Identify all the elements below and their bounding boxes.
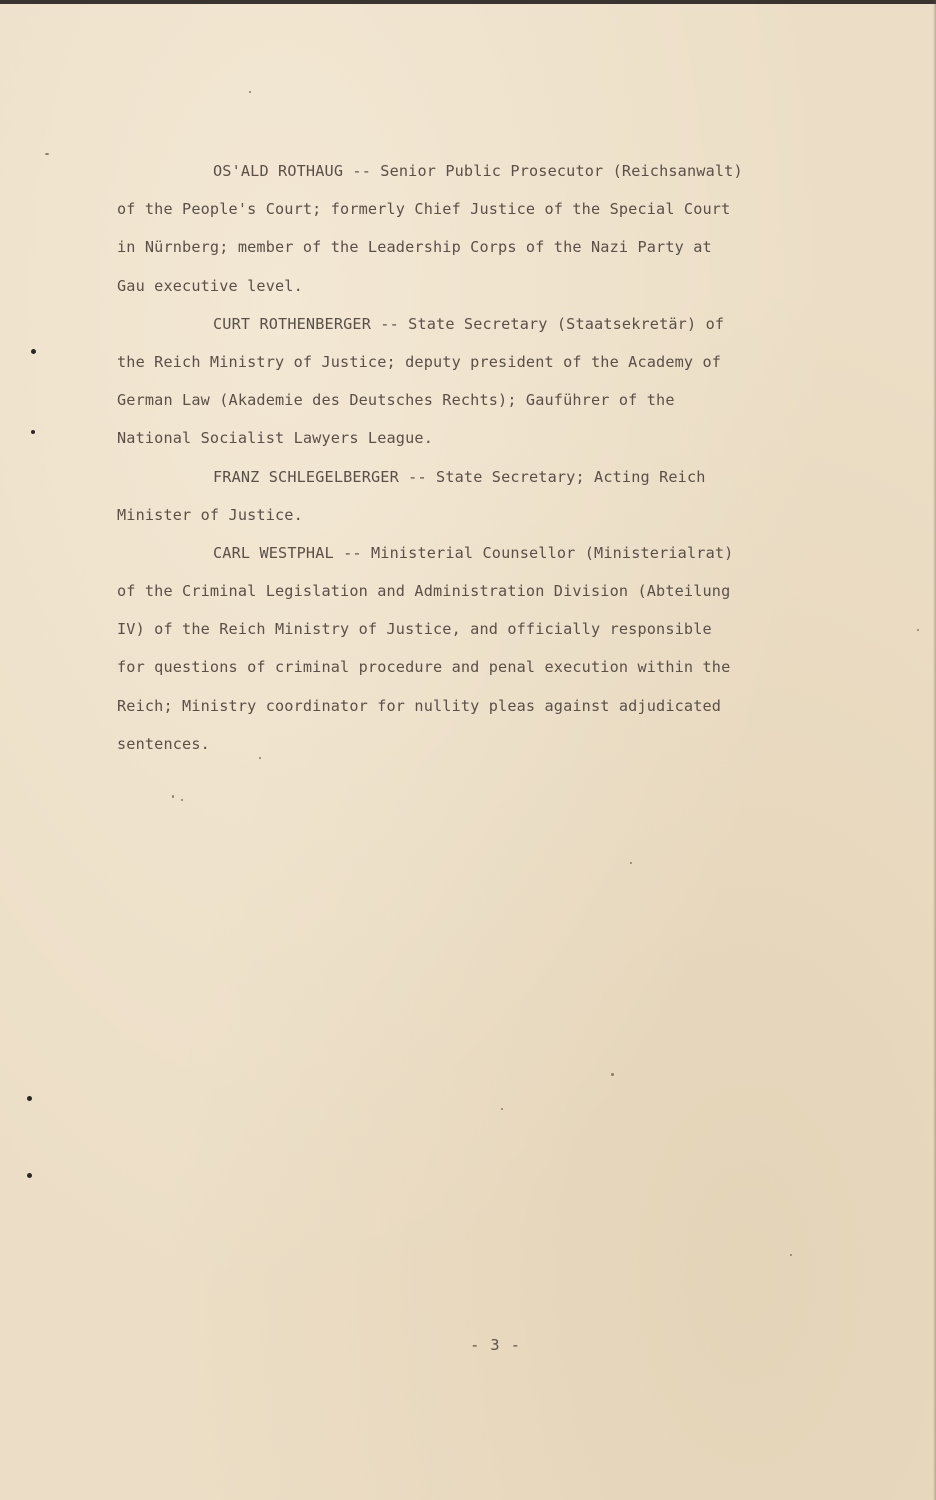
paper-speck bbox=[249, 91, 251, 93]
document-body bbox=[117, 152, 777, 763]
paragraph-line: sentences. bbox=[117, 734, 210, 753]
paragraph-line: in Nürnberg; member of the Leadership Corps of the Nazi Party at bbox=[117, 238, 712, 257]
punch-hole-icon bbox=[31, 349, 36, 354]
paragraph-rothenberger bbox=[117, 305, 777, 458]
paper-speck bbox=[259, 757, 261, 759]
paragraph-line: National Socialist Lawyers League. bbox=[117, 429, 433, 448]
punch-hole-icon bbox=[27, 1096, 32, 1101]
paragraph-westphal bbox=[117, 534, 777, 763]
paper-speck bbox=[501, 1108, 503, 1110]
paragraph-line: of the People's Court; formerly Chief Justice of the Special Court bbox=[117, 200, 731, 219]
paragraph-schlegelberger bbox=[117, 458, 777, 534]
paragraph-line: of the Criminal Legislation and Administration Division (Abteilung bbox=[117, 582, 731, 601]
paragraph-line: CARL WESTPHAL -- Ministerial Counsellor (Ministerialrat) bbox=[213, 543, 734, 562]
paper-speck bbox=[172, 795, 174, 798]
paper-speck bbox=[790, 1254, 792, 1256]
paper-speck bbox=[611, 1073, 614, 1076]
punch-hole-icon bbox=[27, 1173, 32, 1178]
paragraph-line: Gau executive level. bbox=[117, 276, 303, 295]
page-top-edge bbox=[0, 0, 936, 4]
paragraph-line: German Law (Akademie des Deutsches Rechts); Gauführer of the bbox=[117, 391, 675, 410]
punch-hole-icon bbox=[31, 430, 35, 434]
paragraph-rothaug bbox=[117, 152, 777, 305]
paragraph-line: the Reich Ministry of Justice; deputy president of the Academy of bbox=[117, 352, 722, 371]
paragraph-line: OS'ALD ROTHAUG -- Senior Public Prosecutor (Reichsanwalt) bbox=[213, 162, 743, 180]
paper-speck bbox=[917, 629, 919, 631]
paragraph-line: FRANZ SCHLEGELBERGER -- State Secretary; Acting Reich bbox=[213, 467, 706, 486]
paragraph-line: IV) of the Reich Ministry of Justice, and officially responsible bbox=[117, 620, 712, 639]
page-number-text: - 3 - bbox=[470, 1336, 521, 1354]
paper-speck bbox=[45, 153, 49, 155]
paper-speck bbox=[181, 799, 183, 801]
page-number bbox=[0, 1336, 936, 1354]
paper-speck bbox=[630, 862, 632, 864]
paragraph-line: CURT ROTHENBERGER -- State Secretary (Staatsekretär) of bbox=[213, 314, 725, 333]
paragraph-line: Minister of Justice. bbox=[117, 505, 303, 524]
paragraph-line: Reich; Ministry coordinator for nullity pleas against adjudicated bbox=[117, 696, 722, 715]
paragraph-line: for questions of criminal procedure and penal execution within the bbox=[117, 658, 731, 677]
